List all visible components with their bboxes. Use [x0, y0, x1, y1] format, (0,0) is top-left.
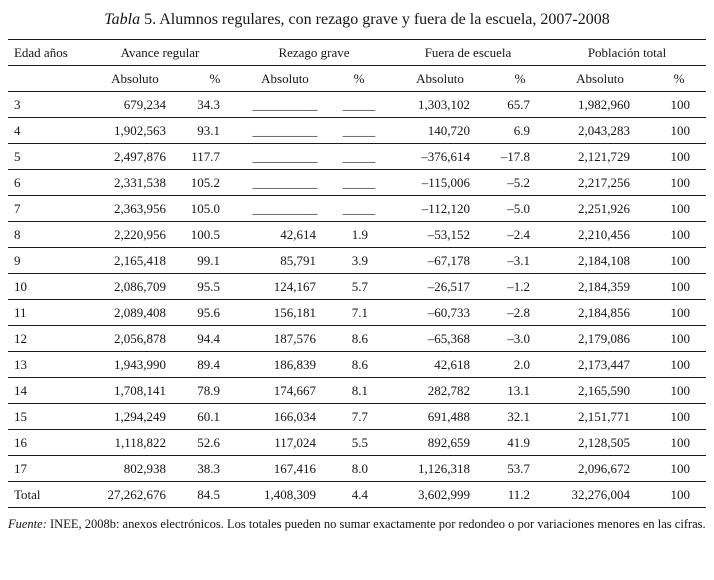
- value-cell: 1,294,249: [113, 408, 166, 424]
- value-cell: 1,943,990: [113, 356, 166, 372]
- value-cell: 100: [670, 252, 691, 268]
- value-cell: 3,602,999: [418, 486, 470, 502]
- value-cell: 105.0: [190, 200, 220, 216]
- edad-cell: 11: [13, 304, 27, 320]
- value-cell: –60,733: [427, 304, 470, 320]
- subheader-absoluto-fuera: Absoluto: [416, 70, 464, 86]
- value-cell: –26,517: [427, 278, 470, 294]
- value-cell: 1,118,822: [114, 434, 166, 450]
- value-cell: 1,708,141: [113, 382, 166, 398]
- value-cell: __________: [252, 174, 318, 190]
- value-cell: 1,982,960: [578, 96, 630, 112]
- data-row: [8, 222, 706, 248]
- data-row: [8, 274, 706, 300]
- value-cell: __________: [252, 200, 318, 216]
- value-cell: 100: [670, 460, 691, 476]
- header-poblacion-total: Población total: [587, 44, 667, 60]
- value-cell: 42,618: [434, 356, 470, 372]
- value-cell: 2,096,672: [578, 460, 630, 476]
- value-cell: 156,181: [273, 304, 316, 320]
- value-cell: 95.6: [197, 304, 220, 320]
- header-edad-anos: Edad años: [13, 44, 68, 60]
- value-cell: _____: [342, 122, 376, 138]
- value-cell: 282,782: [427, 382, 470, 398]
- value-cell: 89.4: [197, 356, 220, 372]
- value-cell: 174,667: [273, 382, 316, 398]
- edad-cell: 13: [13, 356, 27, 372]
- value-cell: 186,839: [273, 356, 316, 372]
- table-body: [8, 92, 706, 508]
- subheader-pct-rezago: %: [353, 70, 365, 86]
- data-row: [8, 92, 706, 118]
- value-cell: 32.1: [507, 408, 530, 424]
- value-cell: 8.6: [351, 356, 368, 372]
- value-cell: 167,416: [273, 460, 316, 476]
- value-cell: –5.0: [507, 200, 530, 216]
- value-cell: 2,128,505: [578, 434, 630, 450]
- edad-cell: 5: [13, 148, 21, 164]
- value-cell: 7.1: [351, 304, 368, 320]
- value-cell: 95.5: [197, 278, 220, 294]
- edad-cell: 6: [13, 174, 21, 190]
- value-cell: 2,184,856: [578, 304, 630, 320]
- edad-cell: 15: [13, 408, 27, 424]
- value-cell: 60.1: [197, 408, 220, 424]
- header-fuera-de-escuela: Fuera de escuela: [424, 44, 512, 60]
- value-cell: –3.0: [507, 330, 530, 346]
- value-cell: __________: [252, 122, 318, 138]
- table-header: [8, 40, 706, 92]
- value-cell: 892,659: [427, 434, 470, 450]
- data-row: [8, 300, 706, 326]
- value-cell: –1.2: [507, 278, 530, 294]
- value-cell: 100: [670, 434, 691, 450]
- edad-cell: 10: [13, 278, 27, 294]
- value-cell: 2,173,447: [578, 356, 630, 372]
- source-note-text: INEE, 2008b: anexos electrónicos. Los totales pueden no sumar exactamente por redondeo o por variaciones menores en las cifras.: [46, 517, 706, 531]
- value-cell: –53,152: [427, 226, 470, 242]
- source-note-label: Fuente:: [8, 517, 47, 531]
- value-cell: _____: [342, 148, 376, 164]
- value-cell: 94.4: [197, 330, 220, 346]
- value-cell: 100: [670, 330, 691, 346]
- value-cell: –2.8: [507, 304, 530, 320]
- value-cell: _____: [342, 96, 376, 112]
- value-cell: 166,034: [273, 408, 316, 424]
- edad-cell: 14: [13, 382, 27, 398]
- value-cell: 2,056,878: [113, 330, 166, 346]
- value-cell: 34.3: [197, 96, 220, 112]
- value-cell: 2,210,456: [578, 226, 630, 242]
- subheader-absoluto-avance: Absoluto: [111, 70, 159, 86]
- data-row: [8, 430, 706, 456]
- group-header-row: [8, 40, 706, 66]
- value-cell: _____: [342, 200, 376, 216]
- value-cell: __________: [252, 96, 318, 112]
- subheader-absoluto-poblacion: Absoluto: [576, 70, 624, 86]
- value-cell: 2,179,086: [578, 330, 630, 346]
- value-cell: 124,167: [273, 278, 316, 294]
- value-cell: 100: [670, 96, 691, 112]
- value-cell: 2,086,709: [113, 278, 166, 294]
- value-cell: 7.7: [351, 408, 368, 424]
- value-cell: 100: [670, 226, 691, 242]
- value-cell: _____: [342, 174, 376, 190]
- value-cell: 99.1: [197, 252, 220, 268]
- value-cell: 5.5: [351, 434, 368, 450]
- header-avance-regular: Avance regular: [120, 44, 200, 60]
- value-cell: 2,165,418: [113, 252, 166, 268]
- value-cell: 100: [670, 408, 691, 424]
- value-cell: 4.4: [351, 486, 368, 502]
- value-cell: 2,043,283: [578, 122, 630, 138]
- value-cell: 3.9: [351, 252, 368, 268]
- edad-cell: 17: [13, 460, 27, 476]
- edad-cell: 7: [13, 200, 21, 216]
- source-note: [8, 516, 706, 532]
- value-cell: 100: [670, 122, 691, 138]
- value-cell: –17.8: [500, 148, 530, 164]
- value-cell: 100: [670, 486, 691, 502]
- table-title: [0, 0, 714, 30]
- data-row: [8, 248, 706, 274]
- value-cell: 1,303,102: [418, 96, 470, 112]
- value-cell: –67,178: [427, 252, 470, 268]
- header-rezago-grave: Rezago grave: [278, 44, 350, 60]
- subheader-absoluto-rezago: Absoluto: [261, 70, 309, 86]
- value-cell: 65.7: [507, 96, 530, 112]
- subheader-pct-fuera: %: [514, 70, 526, 86]
- value-cell: 41.9: [507, 434, 530, 450]
- value-cell: –5.2: [507, 174, 530, 190]
- value-cell: 85,791: [280, 252, 316, 268]
- edad-cell: 3: [13, 96, 21, 112]
- value-cell: 2,220,956: [113, 226, 166, 242]
- value-cell: 52.6: [197, 434, 220, 450]
- value-cell: –376,614: [421, 148, 470, 164]
- value-cell: 679,234: [123, 96, 166, 112]
- value-cell: 2,121,729: [578, 148, 630, 164]
- data-row: [8, 352, 706, 378]
- value-cell: 5.7: [351, 278, 368, 294]
- value-cell: 187,576: [273, 330, 316, 346]
- edad-cell: Total: [13, 486, 41, 502]
- table-title-label: Tabla: [104, 11, 141, 28]
- value-cell: –2.4: [507, 226, 530, 242]
- value-cell: 2,363,956: [113, 200, 166, 216]
- value-cell: 100: [670, 356, 691, 372]
- subheader-empty: [8, 66, 80, 92]
- value-cell: 802,938: [123, 460, 166, 476]
- value-cell: 1,126,318: [418, 460, 470, 476]
- value-cell: 140,720: [427, 122, 470, 138]
- value-cell: 100: [670, 200, 691, 216]
- total-row: [8, 482, 706, 508]
- value-cell: –65,368: [427, 330, 470, 346]
- value-cell: 32,276,004: [571, 486, 630, 502]
- value-cell: 2,331,538: [113, 174, 166, 190]
- value-cell: –112,120: [421, 200, 470, 216]
- value-cell: 93.1: [197, 122, 220, 138]
- value-cell: 1.9: [351, 226, 368, 242]
- value-cell: 2,497,876: [113, 148, 166, 164]
- value-cell: 53.7: [507, 460, 530, 476]
- data-row: [8, 378, 706, 404]
- value-cell: 100: [670, 278, 691, 294]
- value-cell: 2.0: [513, 356, 530, 372]
- value-cell: 2,251,926: [578, 200, 630, 216]
- value-cell: 38.3: [197, 460, 220, 476]
- value-cell: 2,184,359: [578, 278, 630, 294]
- value-cell: 100: [670, 174, 691, 190]
- edad-cell: 8: [13, 226, 21, 242]
- data-row: [8, 326, 706, 352]
- value-cell: 2,151,771: [578, 408, 630, 424]
- value-cell: 42,614: [280, 226, 316, 242]
- value-cell: 6.9: [513, 122, 530, 138]
- value-cell: 8.1: [351, 382, 368, 398]
- value-cell: 100: [670, 304, 691, 320]
- value-cell: 2,184,108: [578, 252, 630, 268]
- value-cell: 2,165,590: [578, 382, 630, 398]
- value-cell: 84.5: [197, 486, 220, 502]
- value-cell: 2,217,256: [578, 174, 630, 190]
- value-cell: 100: [670, 148, 691, 164]
- value-cell: –3.1: [507, 252, 530, 268]
- value-cell: 27,262,676: [107, 486, 166, 502]
- value-cell: –115,006: [421, 174, 470, 190]
- value-cell: 100: [670, 382, 691, 398]
- value-cell: 105.2: [190, 174, 220, 190]
- data-row: [8, 196, 706, 222]
- edad-cell: 16: [13, 434, 27, 450]
- data-row: [8, 118, 706, 144]
- value-cell: 2,089,408: [113, 304, 166, 320]
- value-cell: 8.0: [351, 460, 368, 476]
- value-cell: 78.9: [197, 382, 220, 398]
- value-cell: 691,488: [427, 408, 470, 424]
- value-cell: 13.1: [507, 382, 530, 398]
- edad-cell: 9: [13, 252, 21, 268]
- value-cell: 1,408,309: [263, 486, 316, 502]
- table-title-text: 5. Alumnos regulares, con rezago grave y fuera de la escuela, 2007-2008: [140, 11, 610, 28]
- edad-cell: 12: [13, 330, 27, 346]
- value-cell: 8.6: [351, 330, 368, 346]
- subheader-pct-poblacion: %: [673, 70, 685, 86]
- value-cell: 11.2: [507, 486, 530, 502]
- data-row: [8, 404, 706, 430]
- data-row: [8, 456, 706, 482]
- data-row: [8, 170, 706, 196]
- edad-cell: 4: [13, 122, 21, 138]
- value-cell: __________: [252, 148, 318, 164]
- value-cell: 117.7: [191, 148, 220, 164]
- data-row: [8, 144, 706, 170]
- value-cell: 100.5: [190, 226, 220, 242]
- sub-header-row: [8, 66, 706, 92]
- subheader-pct-avance: %: [209, 70, 221, 86]
- data-table: [8, 39, 706, 508]
- value-cell: 117,024: [274, 434, 316, 450]
- value-cell: 1,902,563: [113, 122, 166, 138]
